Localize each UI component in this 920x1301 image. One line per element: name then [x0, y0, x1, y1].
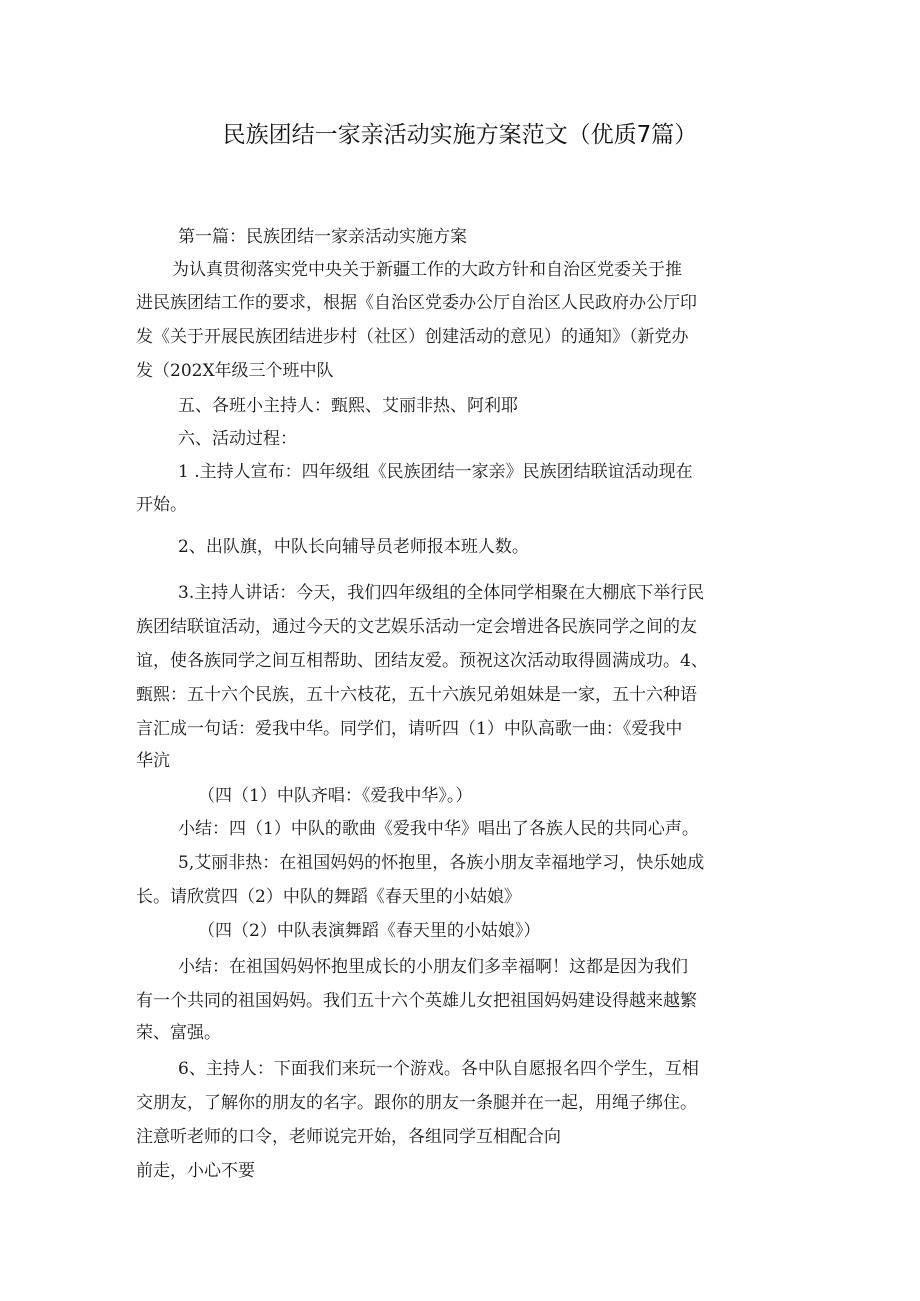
- paragraph-line: 有一个共同的祖国妈妈。我们五十六个英雄儿女把祖国妈妈建设得越来越繁: [136, 991, 697, 1011]
- paragraph-line: 小结：在祖国妈妈怀抱里成长的小朋友们多幸福啊！这都是因为我们: [178, 957, 688, 977]
- paragraph-line: 言汇成一句话：爱我中华。同学们，请听四（1）中队高歌一曲：《爱我中: [136, 719, 683, 739]
- paragraph-line: 谊，使各族同学之间互相帮助、团结友爱。预祝这次活动取得圆满成功。4、: [136, 651, 708, 671]
- paragraph-line: 1 .主持人宣布：四年级组《民族团结一家亲》民族团结联谊活动现在: [178, 462, 693, 482]
- paragraph-line: 5,艾丽非热：在祖国妈妈的怀抱里，各族小朋友幸福地学习，快乐她成: [178, 853, 705, 873]
- paragraph-line: 进民族团结工作的要求，根据《自治区党委办公厅自治区人民政府办公厅印: [136, 293, 697, 313]
- paragraph-line: 注意听老师的口令，老师说完开始，各组同学互相配合向: [136, 1127, 561, 1147]
- paragraph-line: 前走，小心不要: [136, 1161, 255, 1181]
- paragraph-line: 6、主持人：下面我们来玩一个游戏。各中队自愿报名四个学生，互相: [178, 1059, 699, 1079]
- paragraph-line: 族团结联谊活动，通过今天的文艺娱乐活动一定会增进各民族同学之间的友: [136, 617, 697, 637]
- paragraph-line: 2、出队旗，中队长向辅导员老师报本班人数。: [178, 537, 529, 557]
- paragraph-line: 五、各班小主持人：甄熙、艾丽非热、阿利耶: [178, 396, 518, 416]
- paragraph-line: 甄熙：五十六个民族，五十六枝花，五十六族兄弟姐妹是一家，五十六种语: [136, 685, 697, 705]
- paragraph-line: 开始。: [136, 495, 187, 515]
- paragraph-line: 发《关于开展民族团结进步村（社区）创建活动的意见）的通知》（新党办: [136, 327, 689, 347]
- paragraph-line: 华沆: [136, 751, 170, 771]
- paragraph-line: 荣、富强。: [136, 1023, 221, 1043]
- paragraph-line: （四（1）中队齐唱：《爱我中华》。）: [198, 786, 473, 806]
- paragraph-line: 小结：四（1）中队的歌曲《爱我中华》唱出了各族人民的共同心声。: [178, 819, 699, 839]
- paragraph-line: （四（2）中队表演舞蹈《春天里的小姑娘》）: [198, 921, 541, 941]
- paragraph-line: 发（202X年级三个班中队: [136, 361, 334, 381]
- paragraph-line: 长。请欣赏四（2）中队的舞蹈《春天里的小姑娘》: [136, 887, 521, 907]
- paragraph-line: 六、活动过程：: [178, 429, 297, 449]
- paragraph-line: 为认真贯彻落实党中央关于新疆工作的大政方针和自治区党委关于推: [172, 260, 682, 280]
- document-title: 民族团结一家亲活动实施方案范文（优质7篇）: [222, 122, 698, 148]
- section-heading: 第一篇：民族团结一家亲活动实施方案: [178, 227, 467, 247]
- paragraph-line: 3.主持人讲话：今天，我们四年级组的全体同学相聚在大棚底下举行民: [178, 583, 705, 603]
- paragraph-line: 交朋友，了解你的朋友的名字。跟你的朋友一条腿并在一起，用绳子绑住。: [136, 1093, 697, 1113]
